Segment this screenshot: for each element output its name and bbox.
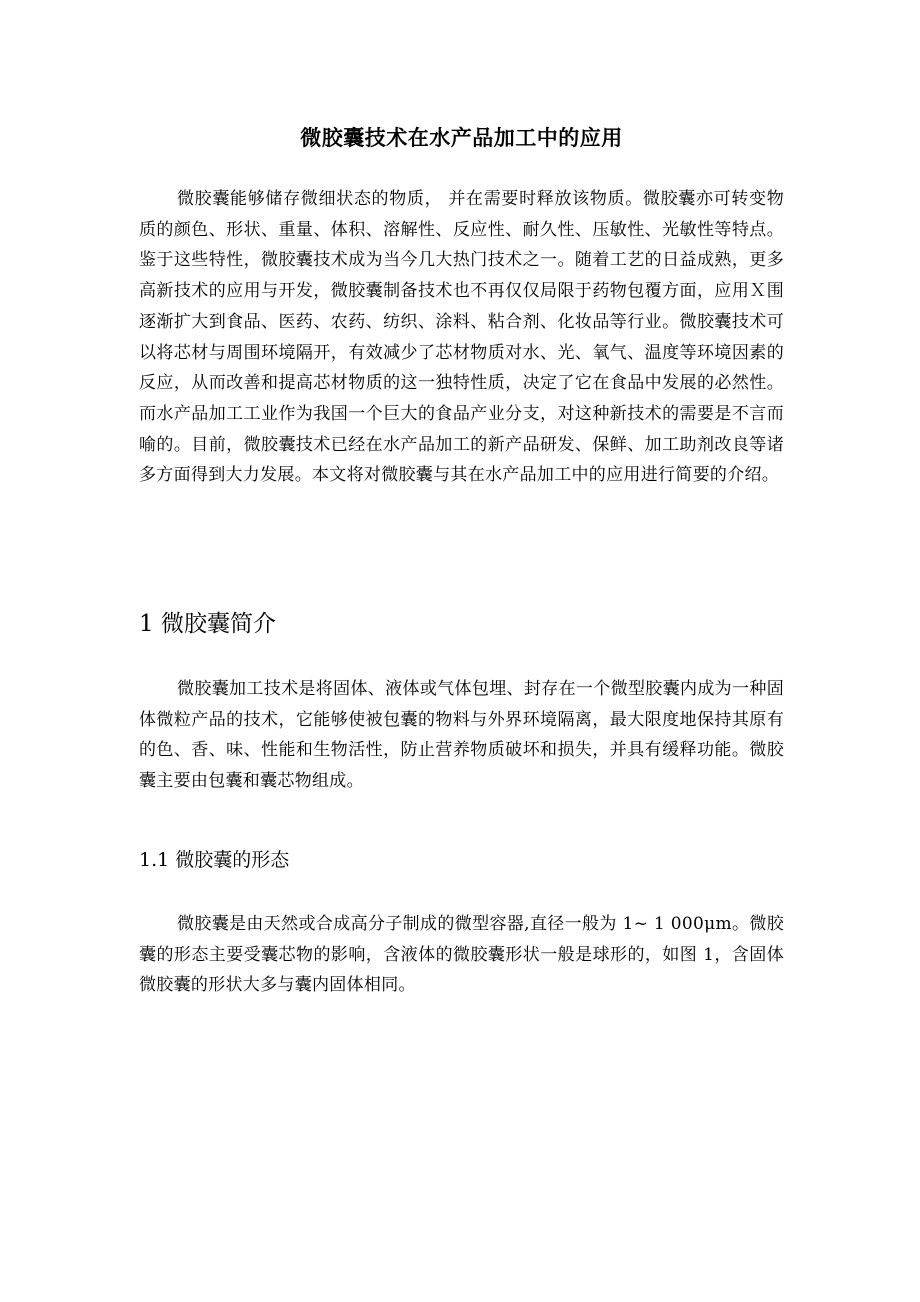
document-title: 微胶囊技术在水产品加工中的应用	[300, 125, 623, 150]
section-1-heading: 1 微胶囊简介	[139, 611, 276, 637]
intro-paragraph: 微胶囊能够储存微细状态的物质， 并在需要时释放该物质。微胶囊亦可转变物质的颜色、形状、重量、体积、溶解性、反应性、耐久性、压敏性、光敏性等特点。鉴于这些特性，微胶囊技术成为当今几大热门技术之一。随着工艺的日益成熟，更多高新技术的应用与开发，微胶囊制备技术也不再仅仅局限于药物包覆方面，应用Ｘ围逐渐扩大到食品、医药、农药、纺织、涂料、粘合剂、化妆品等行业。微胶囊技术可以将芯材与周围环境隔开，有效减少了芯材物质对水、光、氧气、温度等环境因素的反应，从而改善和提高芯材物质的这一独特性质，决定了它在食品中发展的必然性。而水产品加工工业作为我国一个巨大的食品产业分支，对这种新技术的需要是不言而喻的。目前，微胶囊技术已经在水产品加工的新产品研发、保鲜、加工助剂改良等诸多方面得到大力发展。本文将对微胶囊与其在水产品加工中的应用进行简要的介绍。	[139, 189, 784, 486]
section-1-1-heading: 1.1 微胶囊的形态	[139, 849, 290, 871]
section-1-1-paragraph: 微胶囊是由天然或合成高分子制成的微型容器,直径一般为 1~ 1 000μm。微胶囊的形态主要受囊芯物的影响，含液体的微胶囊形状一般是球形的，如图 1，含固体微胶囊的形状大多与囊内固体相同。	[139, 914, 784, 996]
section-1-paragraph: 微胶囊加工技术是将固体、液体或气体包埋、封存在一个微型胶囊内成为一种固体微粒产品的技术，它能够使被包囊的物料与外界环境隔离，最大限度地保持其原有的色、香、味、性能和生物活性，防止营养物质破坏和损失，并具有缓释功能。微胶囊主要由包囊和囊芯物组成。	[139, 679, 784, 792]
